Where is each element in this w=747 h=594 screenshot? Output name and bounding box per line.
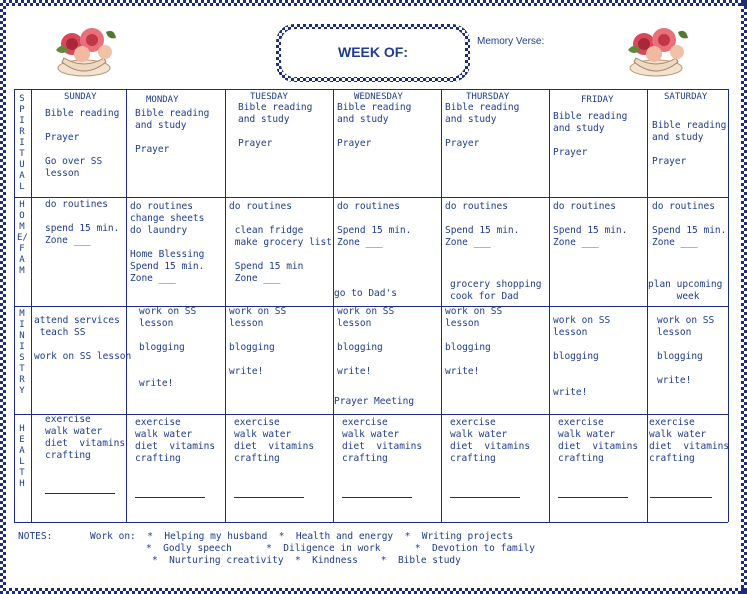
spiritual-monday: Bible reading and study Prayer: [135, 108, 210, 155]
spiritual-tuesday: Bible reading and study Prayer: [238, 102, 313, 149]
home-monday: do routines change sheets do laundry Home Blessing Spend 15 min. Zone ___: [130, 201, 205, 284]
section-label-ministry: MINISTRY: [19, 309, 25, 396]
week-of-box[interactable]: [276, 24, 470, 82]
right-border: [741, 0, 747, 594]
grid-line: [14, 89, 15, 522]
notes-line-2: * Godly speech * Diligence in work * Devotion to family: [146, 543, 535, 554]
top-border: [0, 0, 747, 6]
ministry-tuesday: work on SS lesson blogging write!: [229, 306, 287, 377]
spiritual-friday: Bible reading and study Prayer: [553, 111, 628, 158]
home-thursday: do routines Spend 15 min. Zone ___: [445, 201, 520, 248]
section-label-health: HEALTH: [19, 424, 25, 489]
health-friday: exercise walk water diet vitamins crafting: [558, 417, 639, 464]
grid-line: [14, 197, 728, 198]
day-header-friday: FRIDAY: [581, 95, 614, 105]
day-header-tuesday: TUESDAY: [250, 92, 288, 102]
health-blank-line[interactable]: [558, 497, 628, 498]
home-tuesday: do routines clean fridge make grocery list Spend 15 min Zone ___: [229, 201, 332, 284]
grid-line: [549, 89, 550, 522]
health-sunday: exercise walk water diet vitamins crafting: [45, 414, 126, 461]
ministry-thursday: work on SS lesson blogging write!: [445, 306, 503, 377]
health-saturday: exercise walk water diet vitamins crafting: [649, 417, 730, 464]
health-wednesday: exercise walk water diet vitamins crafting: [342, 417, 423, 464]
home-saturday: do routines Spend 15 min. Zone ___: [652, 201, 727, 248]
bottom-border: [0, 588, 747, 594]
grid-line: [14, 522, 728, 523]
health-thursday: exercise walk water diet vitamins crafting: [450, 417, 531, 464]
day-header-wednesday: WEDNESDAY: [354, 92, 403, 102]
day-header-sunday: SUNDAY: [64, 92, 97, 102]
memory-verse-label: Memory Verse:: [477, 36, 545, 47]
teacup-roses-icon: [620, 20, 692, 82]
home-thursday-extra: grocery shopping cook for Dad: [450, 279, 542, 302]
health-blank-line[interactable]: [342, 497, 412, 498]
health-blank-line[interactable]: [650, 497, 712, 498]
grid-line: [647, 89, 648, 522]
notes-line-3: * Nurturing creativity * Kindness * Bible study: [152, 555, 461, 566]
spiritual-saturday: Bible reading and study Prayer: [652, 120, 727, 167]
week-of-label: WEEK OF:: [338, 44, 408, 60]
spiritual-wednesday: Bible reading and study Prayer: [337, 102, 412, 149]
ministry-monday: work on SS lesson blogging write!: [139, 306, 197, 389]
health-blank-line[interactable]: [234, 497, 304, 498]
ministry-sunday: attend services teach SS work on SS lesson: [34, 315, 132, 362]
home-saturday-extra: plan upcoming week: [648, 279, 723, 302]
health-blank-line[interactable]: [45, 493, 115, 494]
home-friday: do routines Spend 15 min. Zone ___: [553, 201, 628, 248]
spiritual-thursday: Bible reading and study Prayer: [445, 102, 520, 149]
ministry-wednesday: work on SS lesson blogging write!: [337, 306, 395, 377]
home-wednesday-extra: go to Dad's: [334, 288, 397, 299]
grid-line: [14, 89, 728, 90]
day-header-monday: MONDAY: [146, 95, 179, 105]
grid-line: [441, 89, 442, 522]
health-monday: exercise walk water diet vitamins crafting: [135, 417, 216, 464]
grid-line: [333, 89, 334, 522]
home-sunday: do routines spend 15 min. Zone ___: [45, 199, 120, 246]
home-wednesday: do routines Spend 15 min. Zone ___: [337, 201, 412, 248]
notes-label: NOTES:: [18, 531, 53, 542]
grid-line: [31, 89, 32, 522]
section-label-spiritual: SPIRITUAL: [19, 94, 25, 192]
notes-line-1: Work on: * Helping my husband * Health and energy * Writing projects: [90, 531, 514, 542]
ministry-friday: work on SS lesson blogging write!: [553, 315, 611, 398]
ministry-saturday: work on SS lesson blogging write!: [657, 315, 715, 386]
health-blank-line[interactable]: [450, 497, 520, 498]
health-tuesday: exercise walk water diet vitamins crafting: [234, 417, 315, 464]
ministry-wednesday-extra: Prayer Meeting: [334, 396, 415, 407]
grid-line: [225, 89, 226, 522]
health-blank-line[interactable]: [135, 497, 205, 498]
section-label-home: HOME/FAM: [17, 200, 28, 276]
day-header-thursday: THURSDAY: [466, 92, 510, 102]
teacup-roses-icon: [48, 20, 120, 82]
spiritual-sunday: Bible reading Prayer Go over SS lesson: [45, 108, 120, 179]
grid-line: [126, 89, 127, 522]
day-header-saturday: SATURDAY: [664, 92, 708, 102]
left-border: [0, 0, 6, 594]
